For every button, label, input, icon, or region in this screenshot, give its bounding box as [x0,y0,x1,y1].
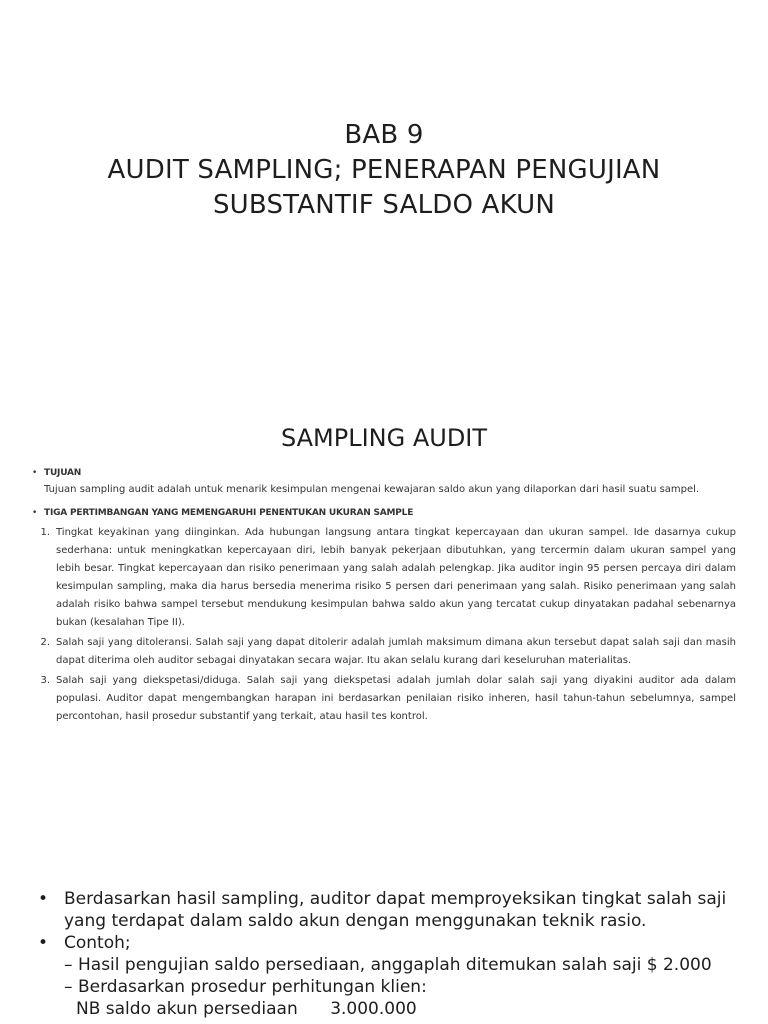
sub-item-procedure [38,976,738,998]
list-item [32,524,736,632]
sampling-audit-slide [0,400,768,860]
title-line-main: AUDIT SAMPLING; PENERAPAN PENGUJIAN [107,155,661,185]
tujuan-text: Tujuan sampling audit adalah untuk menarik kesimpulan mengenai kewajaran saldo akun yang dilaporkan dari hasil suatu sampel. [44,484,700,495]
slide-body [32,464,736,728]
title-line-chapter: BAB 9 [344,120,424,150]
list-item [32,634,736,670]
list-item-text: Salah saji yang diekspetasi/diduga. Salah saji yang diekspetasi adalah jumlah dolar salah saji yang diyakini auditor ada dalam populasi. Auditor dapat mengembangkan harapan ini berdasarkan penilaian risiko inheren, hasil tahun-tahun sebelumnya, sampel percontohan, hasil prosedur substantif yang terkait, atau hasil tes kontrol. [56,675,736,722]
bullet-icon: • [38,889,49,909]
tiga-heading: TIGA PERTIMBANGAN YANG MEMENGARUHI PENENTUKAN UKURAN SAMPLE [44,508,414,518]
list-item-text: Tingkat keyakinan yang diinginkan. Ada hubungan langsung antara tingkat kepercayaan dan ukuran sampel. Ide dasarnya cukup sederhana: untuk meningkatkan kepercayaan diri, lebih banyak pekerjaan dibutuhkan, yang tercermin dalam ukuran sampel yang lebih besar. Tingkat kepercayaan dan risiko penerimaan yang salah adalah pelengkap. Jika auditor ingin 95 persen percaya diri dalam kesimpulan sampling, maka dia harus bersedia menerima risiko 5 persen dari penerimaan yang salah. Risiko penerimaan yang salah adalah risiko bahwa sampel tersebut mendukung kesimpulan bahwa saldo akun yang tercatat cukup dinyatakan padahal sebenarnya bukan (kesalahan Tipe II). [56,527,736,628]
projection-slide [0,860,768,1024]
slide-body [38,888,738,1020]
bullet-contoh [38,932,738,954]
bullet-icon: • [32,468,38,478]
nb-label: NB saldo akun persediaan [76,999,298,1019]
title-slide [0,0,768,400]
nb-value: 3.000.000 [330,999,417,1019]
nb-balance-line [38,998,738,1020]
list-item-text: Salah saji yang ditoleransi. Salah saji yang dapat ditolerir adalah jumlah maksimum dimana akun tersebut dapat salah saji dan masih dapat diterima oleh auditor sebagai dinyatakan secara wajar. Itu akan selalu kurang dari keseluruhan materialitas. [56,637,736,666]
contoh-text: Contoh; [64,933,131,953]
list-item-number: 3. [40,675,50,686]
list-item-number: 1. [40,527,50,538]
dash-icon: – [64,955,73,975]
sub-item-text: Hasil pengujian saldo persediaan, anggaplah ditemukan salah saji $ 2.000 [78,955,712,975]
dash-icon: – [64,977,73,997]
title-line-sub: SUBSTANTIF SALDO AKUN [212,190,556,220]
bullet-tiga-pertimbangan [32,504,736,522]
tujuan-heading: TUJUAN [44,468,82,478]
projection-text: Berdasarkan hasil sampling, auditor dapat memproyeksikan tingkat salah saji yang terdapat dalam saldo akun dengan menggunakan teknik rasio. [64,889,727,931]
bullet-icon: • [32,508,38,518]
considerations-list [32,524,736,726]
sub-item-result [38,954,738,976]
bullet-projection [38,888,738,932]
bullet-tujuan [32,464,736,482]
sub-item-text: Berdasarkan prosedur perhitungan klien: [78,977,427,997]
list-item [32,672,736,726]
list-item-number: 2. [40,637,50,648]
bullet-icon: • [38,933,49,953]
slide-heading: SAMPLING AUDIT [280,424,488,452]
slide-title [0,118,768,223]
